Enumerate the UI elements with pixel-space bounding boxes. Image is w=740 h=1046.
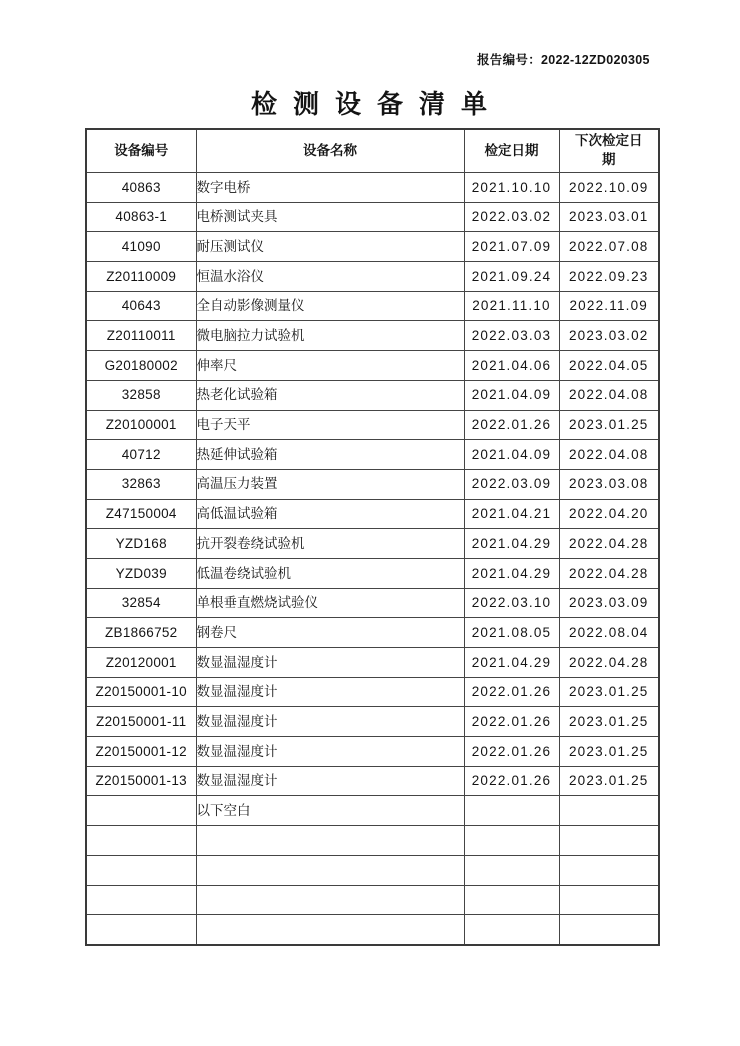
cell-calibration-date: 2021.04.09 bbox=[464, 380, 559, 410]
cell-calibration-date: 2021.04.06 bbox=[464, 351, 559, 381]
cell-next-calibration-date: 2023.01.25 bbox=[559, 707, 659, 737]
table-row bbox=[86, 410, 659, 440]
cell-next-calibration-date bbox=[559, 885, 659, 915]
cell-calibration-date: 2022.01.26 bbox=[464, 737, 559, 767]
cell-next-calibration-date: 2022.04.08 bbox=[559, 440, 659, 470]
cell-device-name: 以下空白 bbox=[196, 796, 464, 826]
table-row bbox=[86, 262, 659, 292]
cell-calibration-date bbox=[464, 796, 559, 826]
table-row bbox=[86, 558, 659, 588]
cell-next-calibration-date: 2022.04.28 bbox=[559, 529, 659, 559]
cell-device-name: 低温卷绕试验机 bbox=[196, 558, 464, 588]
table-row bbox=[86, 380, 659, 410]
equipment-table bbox=[85, 128, 660, 946]
cell-calibration-date: 2022.01.26 bbox=[464, 677, 559, 707]
cell-device-name: 数显温湿度计 bbox=[196, 648, 464, 678]
cell-device-name: 微电脑拉力试验机 bbox=[196, 321, 464, 351]
cell-next-calibration-date: 2023.01.25 bbox=[559, 410, 659, 440]
cell-device-id: YZD039 bbox=[86, 558, 196, 588]
cell-calibration-date: 2022.01.26 bbox=[464, 707, 559, 737]
cell-next-calibration-date: 2023.01.25 bbox=[559, 766, 659, 796]
cell-device-name: 数显温湿度计 bbox=[196, 677, 464, 707]
table-row bbox=[86, 618, 659, 648]
table-row bbox=[86, 796, 659, 826]
table-row bbox=[86, 321, 659, 351]
cell-calibration-date: 2021.10.10 bbox=[464, 173, 559, 203]
cell-device-id: Z20150001-12 bbox=[86, 737, 196, 767]
cell-calibration-date: 2022.03.03 bbox=[464, 321, 559, 351]
table-row bbox=[86, 529, 659, 559]
cell-device-id: Z20150001-11 bbox=[86, 707, 196, 737]
cell-device-name: 数显温湿度计 bbox=[196, 707, 464, 737]
cell-calibration-date: 2022.03.02 bbox=[464, 202, 559, 232]
table-row bbox=[86, 440, 659, 470]
cell-calibration-date: 2022.01.26 bbox=[464, 410, 559, 440]
cell-device-id bbox=[86, 826, 196, 856]
table-row bbox=[86, 588, 659, 618]
cell-device-id: Z20120001 bbox=[86, 648, 196, 678]
cell-calibration-date bbox=[464, 915, 559, 945]
cell-device-name: 数显温湿度计 bbox=[196, 737, 464, 767]
cell-next-calibration-date: 2022.04.28 bbox=[559, 648, 659, 678]
cell-next-calibration-date: 2022.04.28 bbox=[559, 558, 659, 588]
table-row bbox=[86, 351, 659, 381]
cell-next-calibration-date: 2022.08.04 bbox=[559, 618, 659, 648]
cell-device-name: 数显温湿度计 bbox=[196, 766, 464, 796]
table-row bbox=[86, 469, 659, 499]
cell-device-id: G20180002 bbox=[86, 351, 196, 381]
cell-device-id: ZB1866752 bbox=[86, 618, 196, 648]
cell-device-name: 恒温水浴仪 bbox=[196, 262, 464, 292]
table-header-row bbox=[86, 129, 659, 173]
cell-next-calibration-date: 2023.03.09 bbox=[559, 588, 659, 618]
cell-calibration-date: 2021.04.09 bbox=[464, 440, 559, 470]
table-row bbox=[86, 648, 659, 678]
cell-calibration-date: 2021.09.24 bbox=[464, 262, 559, 292]
table-row bbox=[86, 173, 659, 203]
cell-device-name bbox=[196, 826, 464, 856]
report-number: 报告编号：2022-12ZD020305 bbox=[477, 53, 650, 67]
cell-calibration-date: 2021.08.05 bbox=[464, 618, 559, 648]
cell-next-calibration-date bbox=[559, 826, 659, 856]
col-header-device-name: 设备名称 bbox=[196, 129, 464, 173]
cell-device-id: Z20150001-13 bbox=[86, 766, 196, 796]
cell-next-calibration-date: 2022.04.08 bbox=[559, 380, 659, 410]
cell-device-id: Z47150004 bbox=[86, 499, 196, 529]
cell-calibration-date: 2022.03.10 bbox=[464, 588, 559, 618]
cell-calibration-date: 2021.04.21 bbox=[464, 499, 559, 529]
cell-device-id: YZD168 bbox=[86, 529, 196, 559]
cell-next-calibration-date: 2022.09.23 bbox=[559, 262, 659, 292]
cell-device-name: 伸率尺 bbox=[196, 351, 464, 381]
cell-device-name: 高低温试验箱 bbox=[196, 499, 464, 529]
table-row bbox=[86, 232, 659, 262]
cell-next-calibration-date: 2023.03.02 bbox=[559, 321, 659, 351]
table-row bbox=[86, 291, 659, 321]
table-row bbox=[86, 737, 659, 767]
cell-calibration-date: 2022.03.09 bbox=[464, 469, 559, 499]
cell-next-calibration-date bbox=[559, 796, 659, 826]
cell-calibration-date: 2021.04.29 bbox=[464, 558, 559, 588]
cell-device-name: 电子天平 bbox=[196, 410, 464, 440]
cell-next-calibration-date: 2023.03.01 bbox=[559, 202, 659, 232]
cell-device-id: Z20150001-10 bbox=[86, 677, 196, 707]
cell-device-name: 耐压测试仪 bbox=[196, 232, 464, 262]
cell-next-calibration-date: 2022.04.20 bbox=[559, 499, 659, 529]
cell-device-name: 热老化试验箱 bbox=[196, 380, 464, 410]
cell-device-id bbox=[86, 885, 196, 915]
cell-calibration-date: 2021.11.10 bbox=[464, 291, 559, 321]
cell-device-id: 41090 bbox=[86, 232, 196, 262]
cell-device-name bbox=[196, 855, 464, 885]
cell-calibration-date bbox=[464, 885, 559, 915]
cell-device-id: 32854 bbox=[86, 588, 196, 618]
cell-device-name: 高温压力装置 bbox=[196, 469, 464, 499]
cell-device-name: 抗开裂卷绕试验机 bbox=[196, 529, 464, 559]
cell-next-calibration-date: 2022.11.09 bbox=[559, 291, 659, 321]
table-row bbox=[86, 885, 659, 915]
table-row bbox=[86, 677, 659, 707]
cell-device-id: Z20110011 bbox=[86, 321, 196, 351]
cell-device-id bbox=[86, 915, 196, 945]
cell-next-calibration-date bbox=[559, 855, 659, 885]
table-body bbox=[86, 173, 659, 945]
cell-device-id: 40863 bbox=[86, 173, 196, 203]
cell-next-calibration-date bbox=[559, 915, 659, 945]
cell-device-name: 单根垂直燃烧试验仪 bbox=[196, 588, 464, 618]
table-row bbox=[86, 826, 659, 856]
cell-device-id: 40643 bbox=[86, 291, 196, 321]
cell-calibration-date: 2021.04.29 bbox=[464, 529, 559, 559]
cell-calibration-date: 2021.07.09 bbox=[464, 232, 559, 262]
cell-calibration-date: 2022.01.26 bbox=[464, 766, 559, 796]
cell-calibration-date bbox=[464, 855, 559, 885]
cell-device-id: 32863 bbox=[86, 469, 196, 499]
cell-device-name: 全自动影像测量仪 bbox=[196, 291, 464, 321]
table-row bbox=[86, 707, 659, 737]
cell-device-id bbox=[86, 796, 196, 826]
page-title: 检测设备清单 bbox=[250, 90, 503, 119]
cell-device-id bbox=[86, 855, 196, 885]
table-row bbox=[86, 499, 659, 529]
cell-device-name: 钢卷尺 bbox=[196, 618, 464, 648]
cell-device-name: 电桥测试夹具 bbox=[196, 202, 464, 232]
table-row bbox=[86, 855, 659, 885]
cell-next-calibration-date: 2023.01.25 bbox=[559, 677, 659, 707]
cell-next-calibration-date: 2023.03.08 bbox=[559, 469, 659, 499]
cell-device-id: 40712 bbox=[86, 440, 196, 470]
cell-device-id: Z20110009 bbox=[86, 262, 196, 292]
cell-device-name bbox=[196, 915, 464, 945]
col-header-next-calibration-date: 下次检定日期 bbox=[559, 129, 659, 173]
table-row bbox=[86, 915, 659, 945]
table-row bbox=[86, 202, 659, 232]
col-header-calibration-date: 检定日期 bbox=[464, 129, 559, 173]
table-row bbox=[86, 766, 659, 796]
cell-device-name bbox=[196, 885, 464, 915]
cell-next-calibration-date: 2022.07.08 bbox=[559, 232, 659, 262]
cell-next-calibration-date: 2023.01.25 bbox=[559, 737, 659, 767]
cell-next-calibration-date: 2022.10.09 bbox=[559, 173, 659, 203]
cell-device-name: 数字电桥 bbox=[196, 173, 464, 203]
cell-device-id: Z20100001 bbox=[86, 410, 196, 440]
col-header-device-id: 设备编号 bbox=[86, 129, 196, 173]
cell-device-id: 32858 bbox=[86, 380, 196, 410]
cell-device-name: 热延伸试验箱 bbox=[196, 440, 464, 470]
cell-device-id: 40863-1 bbox=[86, 202, 196, 232]
cell-calibration-date bbox=[464, 826, 559, 856]
cell-calibration-date: 2021.04.29 bbox=[464, 648, 559, 678]
cell-next-calibration-date: 2022.04.05 bbox=[559, 351, 659, 381]
